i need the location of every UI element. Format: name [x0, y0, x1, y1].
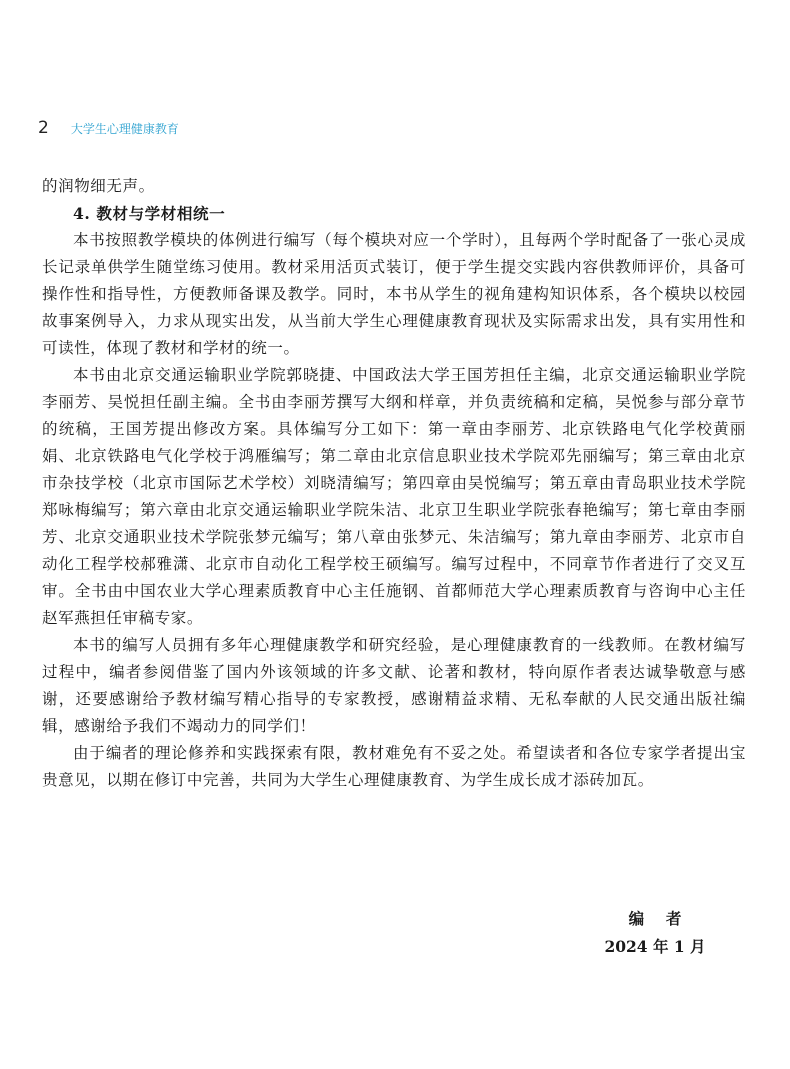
signature-block — [600, 905, 710, 961]
running-header — [38, 118, 179, 138]
page-number: 2 — [38, 118, 49, 138]
paragraph: 本书按照教学模块的体例进行编写（每个模块对应一个学时），且每两个学时配备了一张心灵成长记录单供学生随堂练习使用。教材采用活页式装订，便于学生提交实践内容供教师评价，具备可操作性和指导性，方便教师备课及教学。同时，本书从学生的视角建构知识体系，各个模块以校园故事案例导入，力求从现实出发，从当前大学生心理健康教育现状及实际需求出发，具有实用性和可读性，体现了教材和学材的统一。 — [42, 231, 746, 357]
page-body — [42, 173, 746, 794]
paragraph: 本书的编写人员拥有多年心理健康教学和研究经验，是心理健康教育的一线教师。在教材编写过程中，编者参阅借鉴了国内外该领域的许多文献、论著和教材，特向原作者表达诚挚敬意与感谢，还要感谢给予教材编写精心指导的专家教授，感谢精益求精、无私奉献的人民交通出版社编辑，感谢给予我们不竭动力的同学们！ — [42, 636, 746, 735]
section-heading: 4. 教材与学材相统一 — [73, 204, 226, 223]
paragraph: 本书由北京交通运输职业学院郭晓捷、中国政法大学王国芳担任主编，北京交通运输职业学院李丽芳、吴悦担任副主编。全书由李丽芳撰写大纲和样章，并负责统稿和定稿，吴悦参与部分章节的统稿，王国芳提出修改方案。具体编写分工如下：第一章由李丽芳、北京铁路电气化学校黄丽娟、北京铁路电气化学校于鸿雁编写；第二章由北京信息职业技术学院邓先丽编写；第三章由北京市杂技学校（北京市国际艺术学校）刘晓清编写；第四章由吴悦编写；第五章由青岛职业技术学院郑咏梅编写；第六章由北京交通运输职业学院朱洁、北京卫生职业学院张春艳编写；第七章由李丽芳、北京交通职业技术学院张梦元编写；第八章由张梦元、朱洁编写；第九章由李丽芳、北京市自动化工程学校郝雅潇、北京市自动化工程学校王硕编写。编写过程中，不同章节作者进行了交叉互审。全书由中国农业大学心理素质教育中心主任施钢、首都师范大学心理素质教育与咨询中心主任赵军燕担任审稿专家。 — [42, 366, 746, 627]
signature-author: 编者 — [628, 909, 704, 928]
lead-line: 的润物细无声。 — [42, 177, 155, 195]
book-title: 大学生心理健康教育 — [70, 122, 179, 136]
paragraph: 由于编者的理论修养和实践探索有限，教材难免有不妥之处。希望读者和各位专家学者提出宝贵意见，以期在修订中完善，共同为大学生心理健康教育、为学生成长成才添砖加瓦。 — [42, 744, 746, 789]
signature-date: 2024 年 1 月 — [604, 937, 706, 956]
